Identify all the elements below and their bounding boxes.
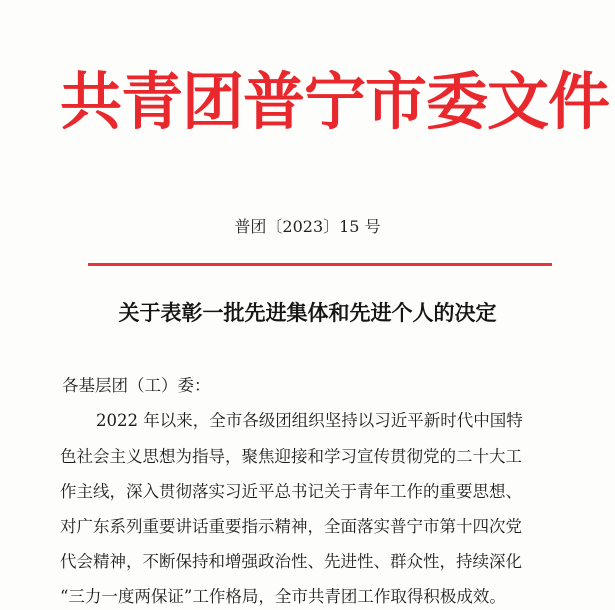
- red-divider-line: [88, 263, 552, 266]
- salutation: 各基层团（工）委：: [62, 376, 211, 395]
- body-paragraph-line: 作主线，深入贯彻落实习近平总书记关于青年工作的重要思想、: [60, 482, 522, 501]
- body-paragraph-line: “三力一度两保证”工作格局，全市共青团工作取得积极成效。: [60, 587, 506, 606]
- body-paragraph-line: 色社会主义思想为指导，聚焦迎接和学习宣传贯彻党的二十大工: [60, 447, 522, 466]
- body-paragraph-line: 对广东系列重要讲话重要指示精神，全面落实普宁市第十四次党: [60, 517, 522, 536]
- document-number: 普团〔2023〕15 号: [234, 217, 381, 236]
- body-paragraph-line: 代会精神，不断保持和增强政治性、先进性、群众性，持续深化: [60, 552, 522, 571]
- document-title: 关于表彰一批先进集体和先进个人的决定: [118, 300, 497, 325]
- body-paragraph-line: 2022 年以来，全市各级团组织坚持以习近平新时代中国特: [96, 411, 523, 430]
- masthead-title: 共青团普宁市委文件: [60, 65, 610, 138]
